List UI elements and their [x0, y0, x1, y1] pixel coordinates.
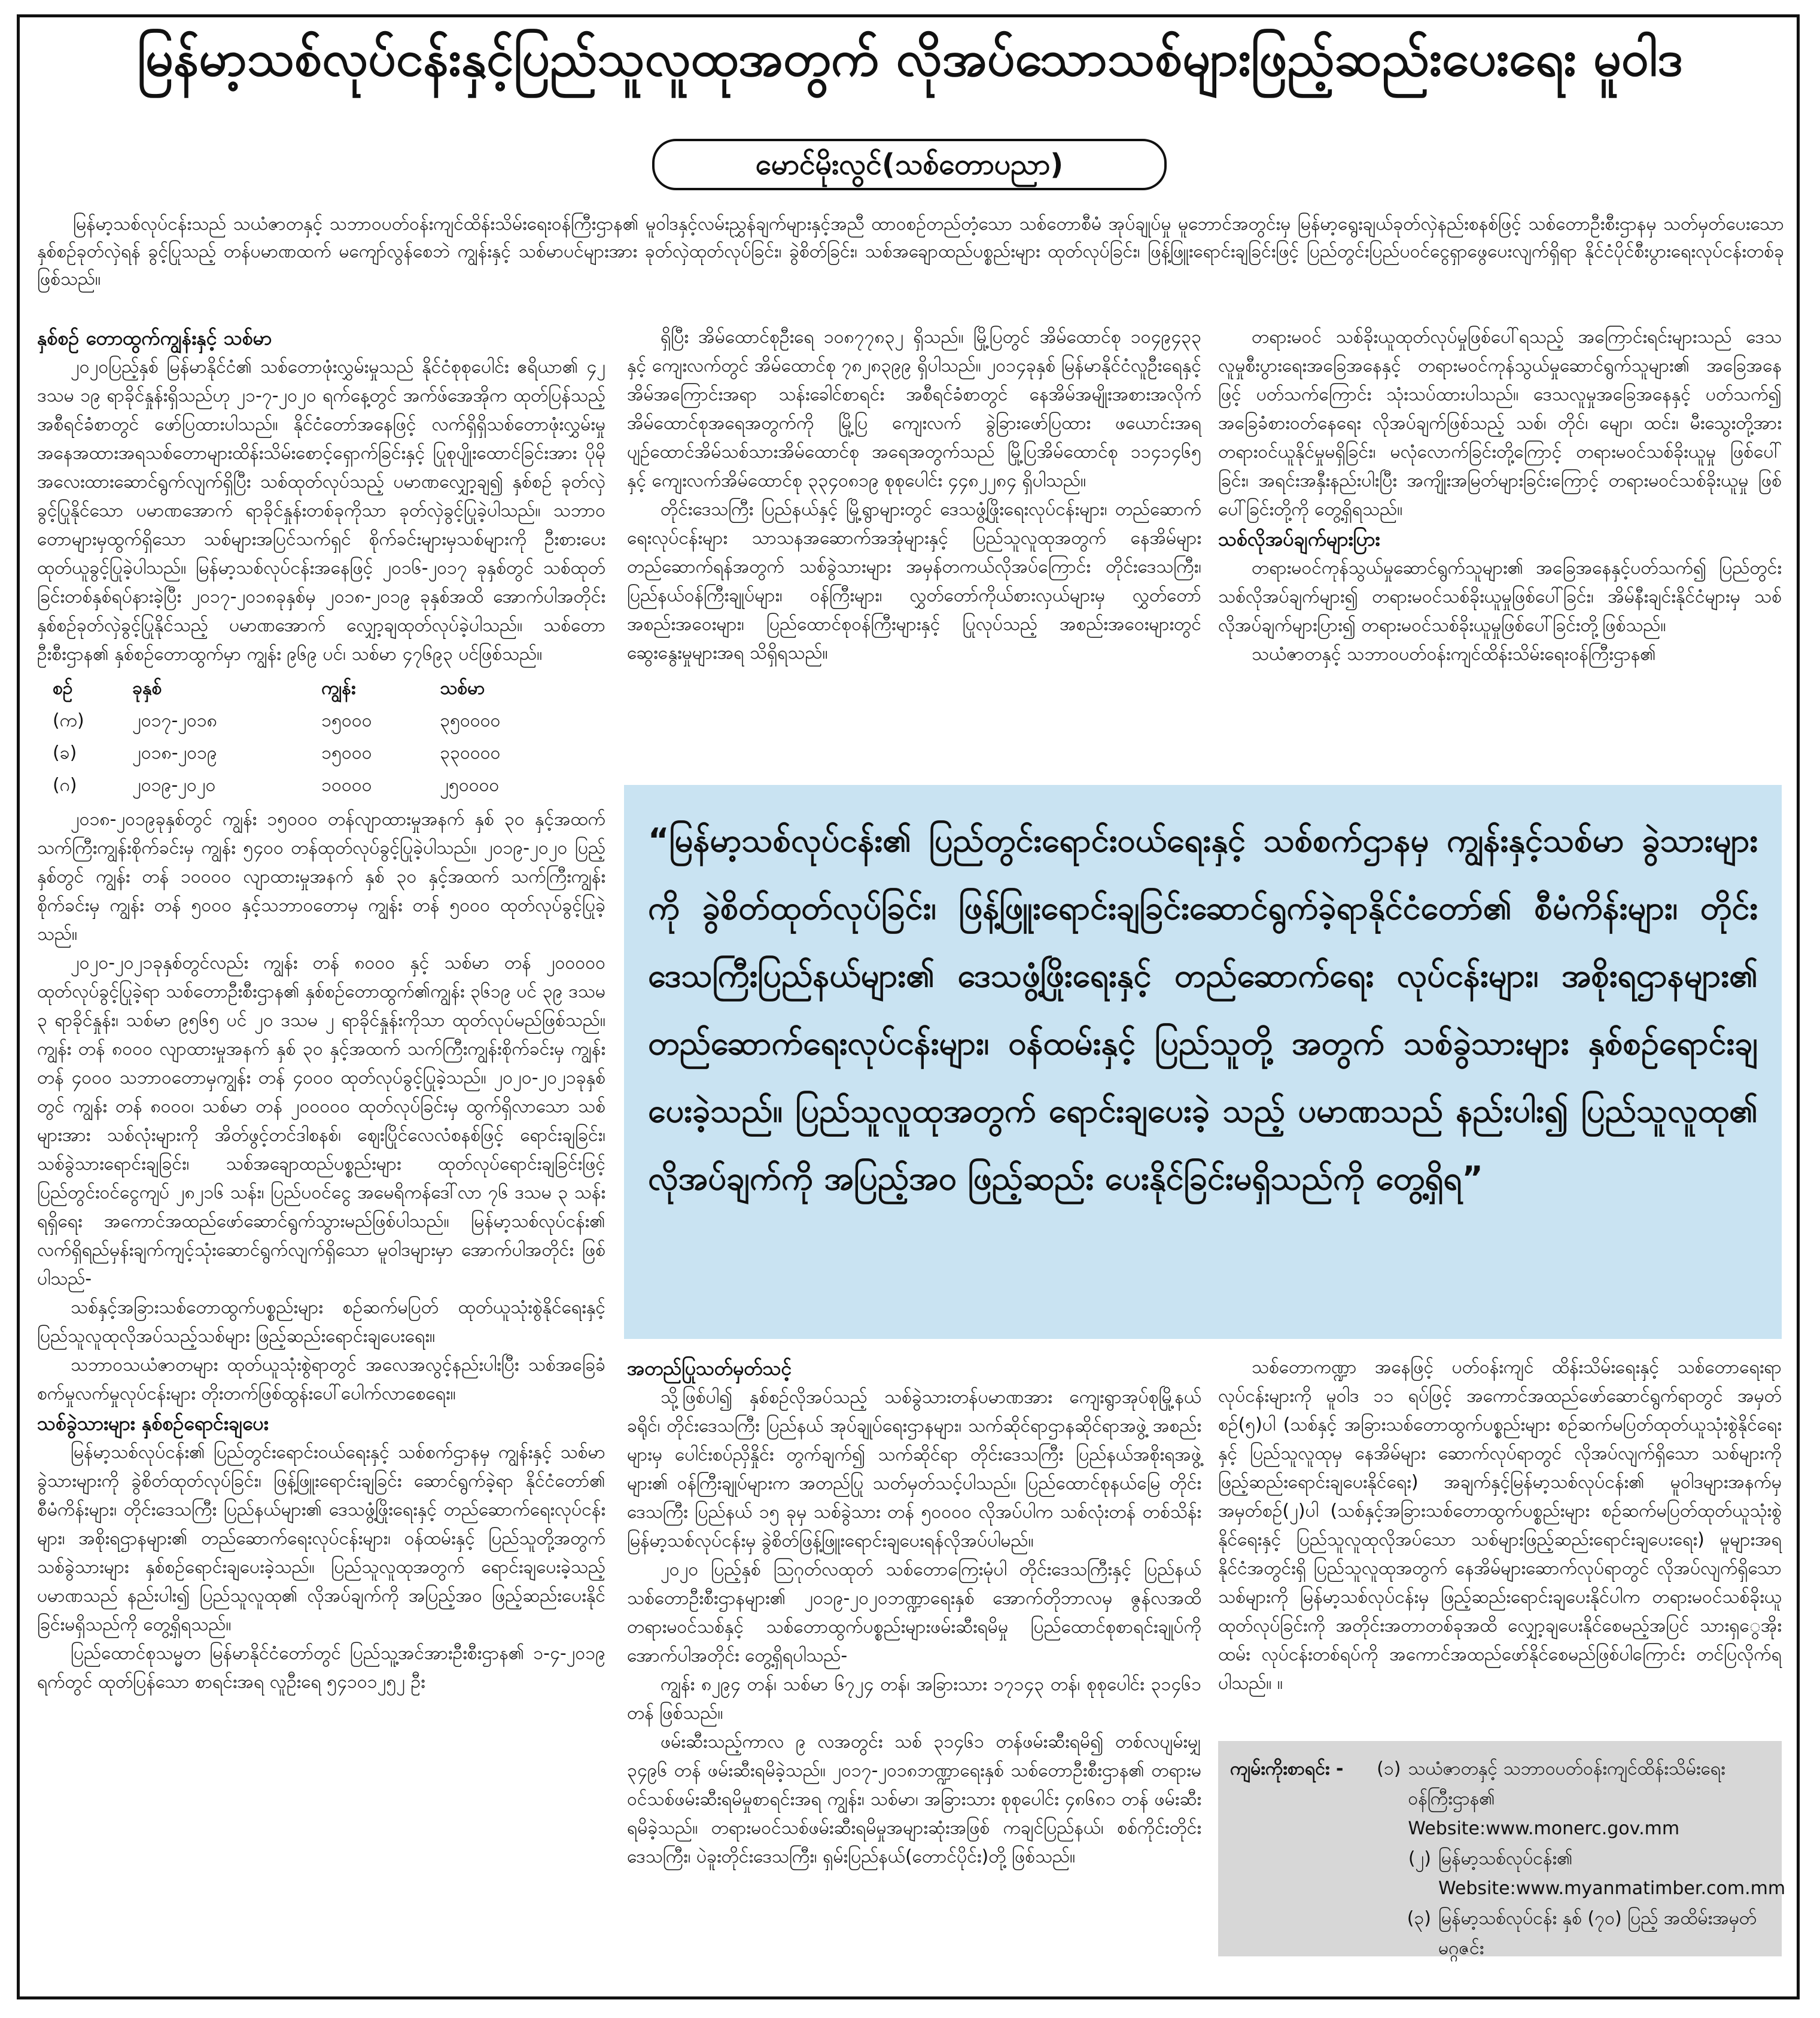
paragraph: ၂၀၂၀ ပြည့်နှစ် ဩဂုတ်လထုတ် သစ်တောကြေးမုံပါ တိုင်းဒေသကြီးနှင့် ပြည်နယ် သစ်တောဦးစီးဌာနများ၏ ၂၀၁၉-၂၀၂၀ဘဏ္ဍာရေးနှစ် အောက်တိုဘာလမှ ဇွန်လအထိ တရားမဝင်သစ်နှင့် သစ်တောထွက်ပစ္စည်းများဖမ်းဆီးရမိမှု ပြည်ထောင်စုစာရင်းချုပ်ကို အောက်ပါအတိုင်း တွေ့ရှိရပါသည်-	[627, 1559, 1201, 1666]
table-cell: ၃၅၀၀၀၀	[440, 710, 501, 731]
table-cell: ၂၅၀၀၀၀	[440, 775, 500, 796]
paragraph: တိုင်းဒေသကြီး ပြည်နယ်နှင့် မြို့ရွာများတွင် ဒေသဖွံ့ဖြိုးရေးလုပ်ငန်းများ၊ တည်ဆောက်ရေးလုပ်ငန်းများ သာသနအဆောက်အအုံများနှင့် ပြည်သူလူထုအတွက် နေအိမ်များတည်ဆောက်ရန်အတွက် သစ်ခွဲသားများ အမှန်တကယ်လိုအပ်ကြောင်း တိုင်းဒေသကြီး၊ ပြည်နယ်ဝန်ကြီးချုပ်များ၊ ဝန်ကြီးများ၊ လွှတ်တော်ကိုယ်စားလှယ်များမှ လွှတ်တော်အစည်းအဝေးများ၊ ပြည်ထောင်စုဝန်ကြီးများနှင့် ပြုလုပ်သည့် အစည်းအဝေးများတွင် ဆွေးနွေးမှုများအရ သိရှိရသည်။	[627, 499, 1201, 663]
paragraph: မြန်မာ့သစ်လုပ်ငန်း၏ ပြည်တွင်းရောင်းဝယ်ရေးနှင့် သစ်စက်ဌာနမှ ကျွန်းနှင့် သစ်မာ ခွဲသားများကို ခွဲစိတ်ထုတ်လုပ်ခြင်း၊ ဖြန့်ဖြူးရောင်းချခြင်း ဆောင်ရွက်ခဲ့ရာ နိုင်ငံတော်၏ စီမံကိန်းများ၊ တိုင်းဒေသကြီး ပြည်နယ်များ၏ ဒေသဖွံ့ဖြိုးရေးနှင့် တည်ဆောက်ရေးလုပ်ငန်းများ၊ အစိုးရဌာနများ၏ တည်ဆောက်ရေးလုပ်ငန်းများ၊ ဝန်ထမ်းနှင့် ပြည်သူတို့အတွက် သစ်ခွဲသားများ နှစ်စဉ်ရောင်းချပေးခဲ့သည်။ ပြည်သူလူထုအတွက် ရောင်းချပေးခဲ့သည့် ပမာဏသည် နည်းပါး၍ ပြည်သူလူထု၏ လိုအပ်ချက်ကို အပြည့်အဝ ဖြည့်ဆည်းပေးနိုင်ခြင်းမရှိသည်ကို တွေ့ရှိရသည်။	[37, 1442, 605, 1635]
production-table	[49, 672, 576, 802]
table-header: ကျွန်း	[321, 678, 356, 699]
paragraph: သဘာဝသယံဇာတများ ထုတ်ယူသုံးစွဲရာတွင် အလေအလွင့်နည်းပါးပြီး သစ်အခြေခံ စက်မှုလက်မှုလုပ်ငန်းများ တိုးတက်ဖြစ်ထွန်းပေါ်ပေါက်လာစေရေး။	[37, 1355, 605, 1404]
column-3-lower	[1218, 1353, 1782, 1698]
table-cell: ၁၅၀၀၀	[321, 742, 372, 763]
paragraph: ရှိပြီး အိမ်ထောင်စုဦးရေ ၁၀၈၇၇၈၃၂ ရှိသည်။ မြို့ပြတွင် အိမ်ထောင်စု ၁၀၄၉၄၃၃ နှင့် ကျေးလက်တွင် အိမ်ထောင်စု ၇၈၂၈၃၉၉ ရှိပါသည်။ ၂၀၁၄ခုနှစ် မြန်မာနိုင်ငံလူဦးရေနှင့် အိမ်အကြောင်းအရာ သန်းခေါင်စာရင်း အစီရင်ခံစာတွင် နေအိမ်အမျိုးအစားအလိုက် အိမ်ထောင်စုအရေအတွက်ကို မြို့ပြ ကျေးလက် ခွဲခြားဖော်ပြထား ဖယောင်းအရ ပျဉ်ထောင်အိမ်သစ်သားအိမ်ထောင်စု အရေအတွက်သည် မြို့ပြအိမ်ထောင်စု ၁၁၄၁၄၆၅ နှင့် ကျေးလက်အိမ်ထောင်စု ၃၃၄၀၈၁၉ စုစုပေါင်း ၄၄၈၂၂၈၄ ရှိပါသည်။	[627, 327, 1201, 491]
table-row	[49, 769, 576, 802]
column-2-lower	[627, 1353, 1201, 1871]
author-byline: မောင်မိုးလွင်(သစ်တောပညာ)	[652, 139, 1167, 190]
paragraph: ကျွန်း ၈၂၉၄ တန်၊ သစ်မာ ၆၇၂၄ တန်၊ အခြားသား ၁၇၁၄၃ တန်၊ စုစုပေါင်း ၃၁၄၆၁ တန် ဖြစ်သည်။	[627, 1674, 1201, 1724]
paragraph: သယံဇာတနှင့် သဘာဝပတ်ဝန်းကျင်ထိန်းသိမ်းရေးဝန်ကြီးဌာန၏	[1252, 644, 1656, 665]
references-label: ကျမ်းကိုးစာရင်း -	[1230, 1758, 1344, 1779]
reference-item	[1230, 1754, 1770, 1844]
paragraph: သစ်နှင့်အခြားသစ်တောထွက်ပစ္စည်းများ စဉ်ဆက်မပြတ် ထုတ်ယူသုံးစွဲနိုင်ရေးနှင့် ပြည်သူလူထုလိုအပ်သည့်သစ်များ ဖြည့်ဆည်းရောင်းချပေးရေး။	[37, 1297, 605, 1347]
reference-text: မြန်မာ့သစ်လုပ်ငန်း နှစ် (၇၀) ပြည့် အထိမ်းအမှတ် မဂ္ဂဇင်း	[1438, 1908, 1757, 1959]
paragraph: ၂၀၂၀ပြည့်နှစ် မြန်မာနိုင်ငံ၏ သစ်တောဖုံးလွှမ်းမှုသည် နိုင်ငံစုစုပေါင်း ဧရိယာ၏ ၄၂ ဒသမ ၁၉ ရာခိုင်နှုန်းရှိသည်ဟု ၂၁-၇-၂၀၂၀ ရက်နေ့တွင် အက်ဖ်အေအိုက ထုတ်ပြန်သည့် အစီရင်ခံစာတွင် ဖော်ပြထားပါသည်။ နိုင်ငံတော်အနေဖြင့် လက်ရှိရှိသစ်တောဖုံးလွှမ်းမှုအနေအထားအရသစ်တောများထိန်းသိမ်းစောင့်ရှောက်ခြင်းနှင့် ပြုစုပျိုးထောင်ခြင်းအား ပိုမိုအလေးထားဆောင်ရွက်လျက်ရှိပြီး သစ်ထုတ်လုပ်သည့် ပမာဏလျှော့ချ၍ နှစ်စဉ် ခုတ်လှဲခွင့်ပြုနိုင်သော ပမာဏအောက် ရာခိုင်နှုန်းတစ်ခုကိုသာ ခုတ်လှဲခွင့်ပြုခဲ့ပါသည်။ သဘာဝတောများမှထွက်ရှိသော သစ်များအပြင်သက်ရှင် စိုက်ခင်းများမှသစ်များကို ဦးစားပေးထုတ်ယူခွင့်ပြုခဲ့ပါသည်။ မြန်မာ့သစ်လုပ်ငန်းအနေဖြင့် ၂၀၁၆-၂၀၁၇ ခုနှစ်တွင် သစ်ထုတ်ခြင်းတစ်နှစ်ရပ်နားခဲ့ပြီး ၂၀၁၇-၂၀၁၈ခုနှစ်မှ ၂၀၁၈-၂၀၁၉ ခုနှစ်အထိ အောက်ပါအတိုင်း နှစ်စဉ်ခုတ်လှဲခွင့်ပြုနိုင်သည့် ပမာဏအောက် လျှော့ချထုတ်လုပ်ခဲ့ပါသည်။ သစ်တောဦးစီးဌာန၏ နှစ်စဉ်တောထွက်မှာ ကျွန်း ၉၆၉ ပင်၊ သစ်မာ ၄၇၆၉၃ ပင်ဖြစ်သည်။	[37, 357, 605, 665]
table-header-row	[49, 672, 576, 705]
paragraph: တရားမဝင်ကုန်သွယ်မှုဆောင်ရွက်သူများ၏ အခြေအနေနှင့်ပတ်သက်၍ ပြည်တွင်းသစ်လိုအပ်ချက်များ၍ တရားမဝင်သစ်ခိုးယူမှုဖြစ်ပေါ်ခြင်း၊ အိမ်နီးချင်းနိုင်ငံများမှ သစ်လိုအပ်ချက်များပြား၍ တရားမဝင်သစ်ခိုးယူမှုဖြစ်ပေါ်ခြင်းတို့ဖြစ်သည်။	[1218, 558, 1782, 636]
references-box	[1218, 1741, 1786, 1959]
reference-text: သယံဇာတနှင့် သဘာဝပတ်ဝန်းကျင်ထိန်းသိမ်းရေးဝန်ကြီးဌာန၏ Website:www.monerc.gov.mm	[1408, 1758, 1725, 1839]
section-heading: သစ်ခွဲသားများ နှစ်စဉ်ရောင်းချပေး	[37, 1412, 269, 1435]
intro-paragraph: မြန်မာ့သစ်လုပ်ငန်းသည် သယံဇာတနှင့် သဘာဝပတ်ဝန်းကျင်ထိန်းသိမ်းရေးဝန်ကြီးဌာန၏ မူဝါဒနှင့်လမ်းညွှန်ချက်များနှင့်အညီ ထာဝစဉ်တည်တံ့သော သစ်တောစီမံ အုပ်ချုပ်မှု မူဘောင်အတွင်းမှ မြန်မာ့ရွေးချယ်ခုတ်လှဲနည်းစနစ်ဖြင့် သစ်တောဦးစီးဌာနမှ သတ်မှတ်ပေးသော နှစ်စဉ်ခုတ်လှဲရန် ခွင့်ပြုသည့် တန်ပမာဏထက် မကျော်လွန်စေဘဲ ကျွန်းနှင့် သစ်မာပင်များအား ခုတ်လှဲထုတ်လုပ်ခြင်း၊ ခွဲစိတ်ခြင်း၊ သစ်အချောထည်ပစ္စည်းများ ထုတ်လုပ်ခြင်း၊ ဖြန့်ဖြူးရောင်းချခြင်းဖြင့် ပြည်တွင်းပြည်ပဝင်ငွေရှာဖွေပေးလျက်ရှိရာ နိုင်ငံပိုင်စီးပွားရေးလုပ်ငန်းတစ်ခုဖြစ်သည်။	[37, 214, 1784, 290]
paragraph: ၂၀၁၈-၂၀၁၉ခုနှစ်တွင် ကျွန်း ၁၅၀၀၀ တန်လျာထားမှုအနက် နှစ် ၃၀ နှင့်အထက် သက်ကြီးကျွန်းစိုက်ခင်းမှ ကျွန်း ၅၄၀၀ တန်ထုတ်လုပ်ခွင့်ပြုခဲ့ပါသည်။ ၂၀၁၉-၂၀၂၀ ပြည့်နှစ်တွင် ကျွန်း တန် ၁၀၀၀၀ လျာထားမှုအနက် နှစ် ၃၀ နှင့်အထက် သက်ကြီးကျွန်းစိုက်ခင်းမှ ကျွန်း တန် ၅၀၀၀ နှင့်သဘာဝတောမှ ကျွန်း တန် ၅၀၀၀ ထုတ်လုပ်ခွင့်ပြုခဲ့သည်။	[37, 809, 605, 945]
table-cell: (ဂ)	[53, 775, 77, 796]
reference-number: (၁)	[1377, 1758, 1401, 1779]
reference-number: (၃)	[1407, 1908, 1431, 1929]
section-heading: နှစ်စဉ် တောထွက်ကျွန်းနှင့် သစ်မာ	[37, 327, 272, 349]
table-cell: (က)	[53, 710, 84, 731]
paragraph: သစ်တောကဏ္ဍာ အနေဖြင့် ပတ်ဝန်းကျင် ထိန်းသိမ်းရေးနှင့် သစ်တောရေးရာ လုပ်ငန်းများကို မူဝါဒ ၁၁ ရပ်ဖြင့် အကောင်အထည်ဖော်ဆောင်ရွက်ရာတွင် အမှတ်စဉ်(၅)ပါ (သစ်နှင့် အခြားသစ်တောထွက်ပစ္စည်းများ စဉ်ဆက်မပြတ်ထုတ်ယူသုံးစွဲနိုင်ရေးနှင့် ပြည်သူလူထုမှ နေအိမ်များ ဆောက်လုပ်ရာတွင် လိုအပ်လျက်ရှိသော သစ်များကို ဖြည့်ဆည်းရောင်းချပေးနိုင်ရေး) အချက်နှင့်မြန်မာ့သစ်လုပ်ငန်း၏ မူဝါဒများအနက်မှ အမှတ်စဉ်(၂)ပါ (သစ်နှင့်အခြားသစ်တောထွက်ပစ္စည်းများ စဉ်ဆက်မပြတ်ထုတ်ယူသုံးစွဲနိုင်ရေးနှင့် ပြည်သူလူထုလိုအပ်သော သစ်များဖြည့်ဆည်းရောင်းချပေးရေး) မူများအရ နိုင်ငံအတွင်းရှိ ပြည်သူလူထုအတွက် နေအိမ်များဆောက်လုပ်ရာတွင် လိုအပ်လျက်ရှိသော သစ်များကို မြန်မာ့သစ်လုပ်ငန်းမှ ဖြည့်ဆည်းရောင်းချပေးနိုင်ပါက တရားမဝင်သစ်ခိုးယူ ထုတ်လုပ်ခြင်းကို အတိုင်းအတာတစ်ခုအထိ လျှော့ချပေးနိုင်စေမည့်အပြင် သားရှွေအိုးထမ်း လုပ်ငန်းတစ်ရပ်ကို အကောင်အထည်ဖော်နိုင်စေမည်ဖြစ်ပါကြောင်း တင်ပြလိုက်ရပါသည်။ ။	[1218, 1357, 1782, 1694]
table-cell: ၂၀၁၇-၂၀၁၈	[132, 710, 217, 731]
table-cell: ၃၃၀၀၀၀	[440, 742, 501, 763]
reference-text: မြန်မာ့သစ်လုပ်ငန်း၏ Website:www.myanmatimber.com.mm	[1438, 1848, 1786, 1899]
table-row	[49, 705, 576, 737]
table-cell: (ခ)	[53, 742, 77, 763]
article-title: မြန်မာ့သစ်လုပ်ငန်းနှင့်ပြည်သူလူထုအတွက် လိုအပ်သောသစ်များဖြည့်ဆည်းပေးရေး မူဝါဒ	[137, 31, 1683, 87]
column-3-upper	[1218, 323, 1782, 669]
paragraph: ၂၀၂၀-၂၀၂၁ခုနှစ်တွင်လည်း ကျွန်း တန် ၈၀၀၀ နှင့် သစ်မာ တန် ၂၀၀၀၀၀ ထုတ်လုပ်ခွင့်ပြုခဲ့ရာ သစ်တောဦးစီးဌာန၏ နှစ်စဉ်တောထွက်၏ကျွန်း ၃၆၁၉ ပင် ၃၉ ဒသမ ၃ ရာခိုင်နှုန်း၊ သစ်မာ ၉၅၆၅ ပင် ၂၀ ဒသမ ၂ ရာခိုင်နှုန်းကိုသာ ထုတ်လုပ်မည်ဖြစ်သည်။ ကျွန်း တန် ၈၀၀၀ လျာထားမှုအနက် နှစ် ၃၀ နှင့်အထက် သက်ကြီးကျွန်းစိုက်ခင်းမှ ကျွန်း တန် ၄၀၀၀ သဘာဝတောမှကျွန်း တန် ၄၀၀၀ ထုတ်လုပ်ခွင့်ပြုခဲ့သည်။ ၂၀၂၀-၂၀၂၁ခုနှစ်တွင် ကျွန်း တန် ၈၀၀၀၊ သစ်မာ တန် ၂၀၀၀၀၀ ထုတ်လုပ်ခြင်းမှ ထွက်ရှိလာသော သစ်များအား သစ်လုံးများကို အိတ်ဖွင့်တင်ဒါစနစ်၊ ဈေးပြိုင်လေလံစနစ်ဖြင့် ရောင်းချခြင်း၊ သစ်ခွဲသားရောင်းချခြင်း၊ သစ်အချောထည်ပစ္စည်းများ ထုတ်လုပ်ရောင်းချခြင်းဖြင့် ပြည်တွင်းဝင်ငွေကျပ် ၂၈၂၁၆ သန်း၊ ပြည်ပဝင်ငွေ အမေရိကန်ဒေါ်လာ ၇၆ ဒသမ ၃ သန်းရရှိရေး အကောင်အထည်ဖော်ဆောင်ရွက်သွားမည်ဖြစ်ပါသည်။ မြန်မာ့သစ်လုပ်ငန်း၏ လက်ရှိရည်မှန်းချက်ကျင့်သုံးဆောင်ရွက်လျက်ရှိသော မူဝါဒများမှာ အောက်ပါအတိုင်း ဖြစ်ပါသည်-	[37, 952, 605, 1289]
paragraph: ပြည်ထောင်စုသမ္မတ မြန်မာနိုင်ငံတော်တွင် ပြည်သူ့အင်အားဦးစီးဌာန၏ ၁-၄-၂၀၁၉ ရက်တွင် ထုတ်ပြန်သော စာရင်းအရ လူဦးရေ ၅၄၁၀၁၂၅၂ ဦး	[37, 1643, 605, 1693]
table-cell: ၂၀၁၉-၂၀၂၀	[132, 775, 216, 796]
table-row	[49, 737, 576, 769]
pull-quote: “မြန်မာ့သစ်လုပ်ငန်း၏ ပြည်တွင်းရောင်းဝယ်ရေးနှင့် သစ်စက်ဌာနမှ ကျွန်းနှင့်သစ်မာ ခွဲသားများကို ခွဲစိတ်ထုတ်လုပ်ခြင်း၊ ဖြန့်ဖြူးရောင်းချခြင်းဆောင်ရွက်ခဲ့ရာနိုင်ငံတော်၏ စီမံကိန်းများ၊ တိုင်းဒေသကြီးပြည်နယ်များ၏ ဒေသဖွံ့ဖြိုးရေးနှင့် တည်ဆောက်ရေး လုပ်ငန်းများ၊ အစိုးရဌာနများ၏ တည်ဆောက်ရေးလုပ်ငန်းများ၊ ဝန်ထမ်းနှင့် ပြည်သူတို့ အတွက် သစ်ခွဲသားများ နှစ်စဉ်ရောင်းချပေးခဲ့သည်။ ပြည်သူလူထုအတွက် ရောင်းချပေးခဲ့ သည့် ပမာဏသည် နည်းပါး၍ ပြည်သူလူထု၏ လိုအပ်ချက်ကို အပြည့်အဝ ဖြည့်ဆည်း ပေးနိုင်ခြင်းမရှိသည်ကို တွေ့ရှိရ”	[624, 785, 1782, 1339]
section-heading: အတည်ပြုသတ်မှတ်သင့်	[627, 1357, 792, 1380]
paragraph: ဖမ်းဆီးသည့်ကာလ ၉ လအတွင်း သစ် ၃၁၄၆၁ တန်ဖမ်းဆီးရမိ၍ တစ်လပျမ်းမျှ ၃၄၉၆ တန် ဖမ်းဆီးရမိခဲ့သည်။ ၂၀၁၇-၂၀၁၈ဘဏ္ဍာရေးနှစ် သစ်တောဦးစီးဌာန၏ တရားမဝင်သစ်ဖမ်းဆီးရမိမှုစာရင်းအရ ကျွန်း၊ သစ်မာ၊ အခြားသား စုစုပေါင်း ၄၈၆၈၁ တန် ဖမ်းဆီးရမိခဲ့သည်။ တရားမဝင်သစ်ဖမ်းဆီးရမိမှုအများဆုံးအဖြစ် ကချင်ပြည်နယ်၊ စစ်ကိုင်းတိုင်းဒေသကြီး၊ ပဲခူးတိုင်းဒေသကြီး၊ ရှမ်းပြည်နယ်(တောင်ပိုင်း)တို့ ဖြစ်သည်။	[627, 1731, 1201, 1867]
table-cell: ၁၀၀၀၀	[321, 775, 372, 796]
paragraph: တရားမဝင် သစ်ခိုးယူထုတ်လုပ်မှုဖြစ်ပေါ်ရသည့် အကြောင်းရင်းများသည် ဒေသလူမှုစီးပွားရေးအခြေအနေနှင့် တရားမဝင်ကုန်သွယ်မှုဆောင်ရွက်သူများ၏ အခြေအနေဖြင့် ပတ်သက်ကြောင်း သုံးသပ်ထားပါသည်။ ဒေသလူမှုအခြေအနေနှင့် ပတ်သက်၍ အခြေခံစားဝတ်နေရေး လိုအပ်ချက်ဖြစ်သည့် သစ်၊ တိုင်၊ မျော၊ ထင်း၊ မီးသွေးတို့အား တရားဝင်ယူနိုင်မှုမရှိခြင်း၊ မလုံလောက်ခြင်းတို့ကြောင့် တရားမဝင်သစ်ခိုးယူမှု ဖြစ်ပေါ်ခြင်း၊ အရင်းအနှီးနည်းပါးပြီး အကျိုးအမြတ်များခြင်းကြောင့် တရားမဝင်သစ်ခိုးယူမှု ဖြစ်ပေါ်ခြင်းတို့ကို တွေ့ရှိရသည်။	[1218, 327, 1782, 520]
section-heading: သစ်လိုအပ်ချက်များပြား	[1218, 528, 1380, 550]
table-cell: ၂၀၁၈-၂၀၁၉	[132, 742, 217, 763]
table-header: ခုနှစ်	[132, 678, 162, 699]
reference-item	[1230, 1844, 1786, 1904]
table-cell: ၁၅၀၀၀	[321, 710, 372, 731]
reference-item	[1230, 1904, 1770, 1964]
table-header: စဉ်	[53, 678, 73, 699]
column-2-upper	[627, 323, 1201, 668]
paragraph: သို့ဖြစ်ပါ၍ နှစ်စဉ်လိုအပ်သည့် သစ်ခွဲသားတန်ပမာဏအား ကျေးရွာအုပ်စုမြို့နယ် ခရိုင်၊ တိုင်းဒေသကြီး ပြည်နယ် အုပ်ချုပ်ရေးဌာနများ၊ သက်ဆိုင်ရာဌာနဆိုင်ရာအဖွဲ့ အစည်းများမှ ပေါင်းစပ်ညှိနှိုင်း တွက်ချက်၍ သက်ဆိုင်ရာ တိုင်းဒေသကြီး ပြည်နယ်အစိုးရအဖွဲ့များ၏ ဝန်ကြီးချုပ်များက အတည်ပြု သတ်မှတ်သင့်ပါသည်။ ပြည်ထောင်စုနယ်မြေ တိုင်းဒေသကြီး ပြည်နယ် ၁၅ ခုမှ သစ်ခွဲသား တန် ၅၀၀၀၀ လိုအပ်ပါက သစ်လုံးတန် တစ်သိန်း မြန်မာ့သစ်လုပ်ငန်းမှ ခွဲစိတ်ဖြန့်ဖြူးရောင်းချပေးရန်လိုအပ်ပါမည်။	[627, 1387, 1201, 1551]
reference-number: (၂)	[1408, 1848, 1431, 1869]
column-1	[37, 323, 605, 1697]
table-header: သစ်မာ	[440, 678, 485, 699]
